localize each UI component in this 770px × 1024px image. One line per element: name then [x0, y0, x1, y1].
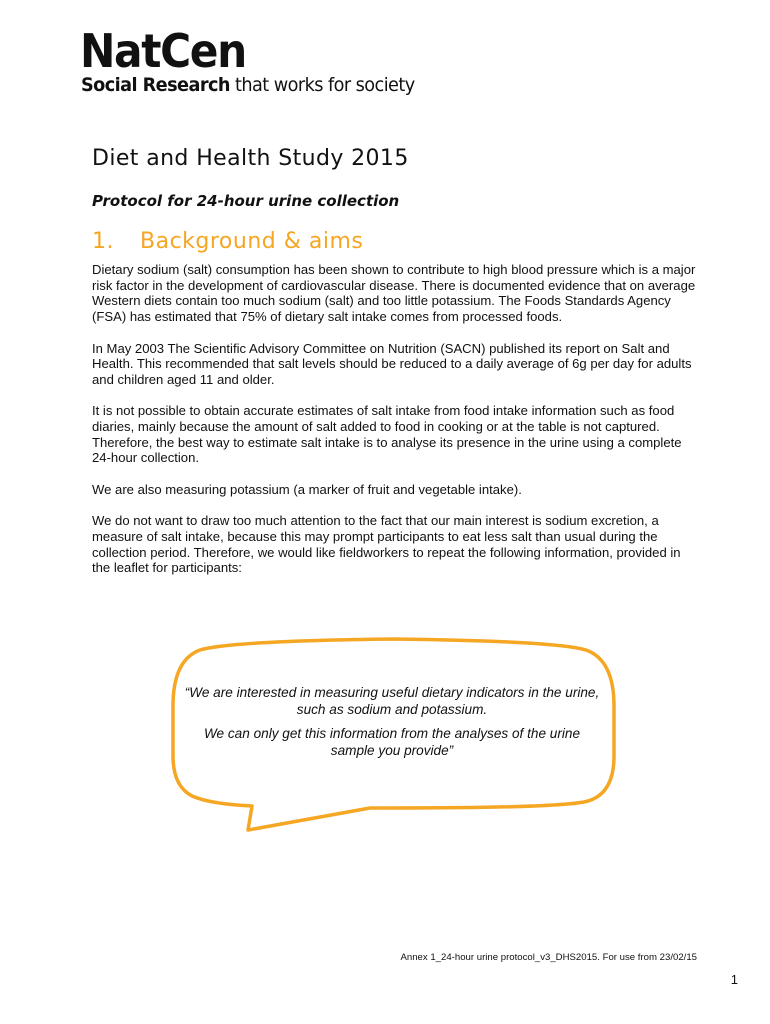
paragraph: It is not possible to obtain accurate estimates of salt intake from food intake information such as food diaries, mainly because the amount of salt added to food in cooking or at the table is not captured. Therefore, the best way to estimate salt intake is to analyse its presence in the urine using a complete 24-hour collection.	[92, 403, 682, 466]
paragraph: We are also measuring potassium (a marker of fruit and vegetable intake).	[92, 481, 522, 497]
natcen-logo: NatCen	[80, 24, 246, 78]
logo-tagline-rest: that works for society	[229, 74, 415, 96]
callout-quote	[182, 684, 602, 766]
paragraph: Dietary sodium (salt) consumption has been shown to contribute to high blood pressure which is a major risk factor in the development of cardiovascular disease. There is documented evidence that on average Western diets contain too much sodium (salt) and too little potassium. The Foods Standards Agency (FSA) has estimated that 75% of dietary salt intake comes from processed foods.	[92, 262, 696, 325]
paragraph: In May 2003 The Scientific Advisory Committee on Nutrition (SACN) published its report on Salt and Health. This recommended that salt levels should be reduced to a daily average of 6g per day for adults and children aged 11 and older.	[92, 340, 692, 387]
callout-line-2: We can only get this information from the analyses of the urine sample you provide”	[203, 726, 581, 758]
document-title: Diet and Health Study 2015	[92, 146, 409, 171]
section-number: 1.	[92, 229, 114, 254]
page-number: 1	[730, 972, 738, 987]
paragraph: We do not want to draw too much attention to the fact that our main interest is sodium excretion, a measure of salt intake, because this may prompt participants to eat less salt than usual during the collection period. Therefore, we would like fieldworkers to repeat the following information, provided in the leaflet for participants:	[92, 513, 681, 576]
section-heading-text: Background & aims	[140, 229, 364, 254]
logo-tagline-bold: Social Research	[81, 74, 230, 96]
footer-note: Annex 1_24-hour urine protocol_v3_DHS2015. For use from 23/02/15	[400, 952, 697, 963]
section-body	[92, 262, 696, 592]
document-subtitle: Protocol for 24-hour urine collection	[92, 192, 400, 210]
callout-line-1: “We are interested in measuring useful dietary indicators in the urine, such as sodium and potassium.	[184, 685, 600, 717]
section-heading	[92, 229, 363, 254]
logo-tagline	[81, 76, 415, 95]
